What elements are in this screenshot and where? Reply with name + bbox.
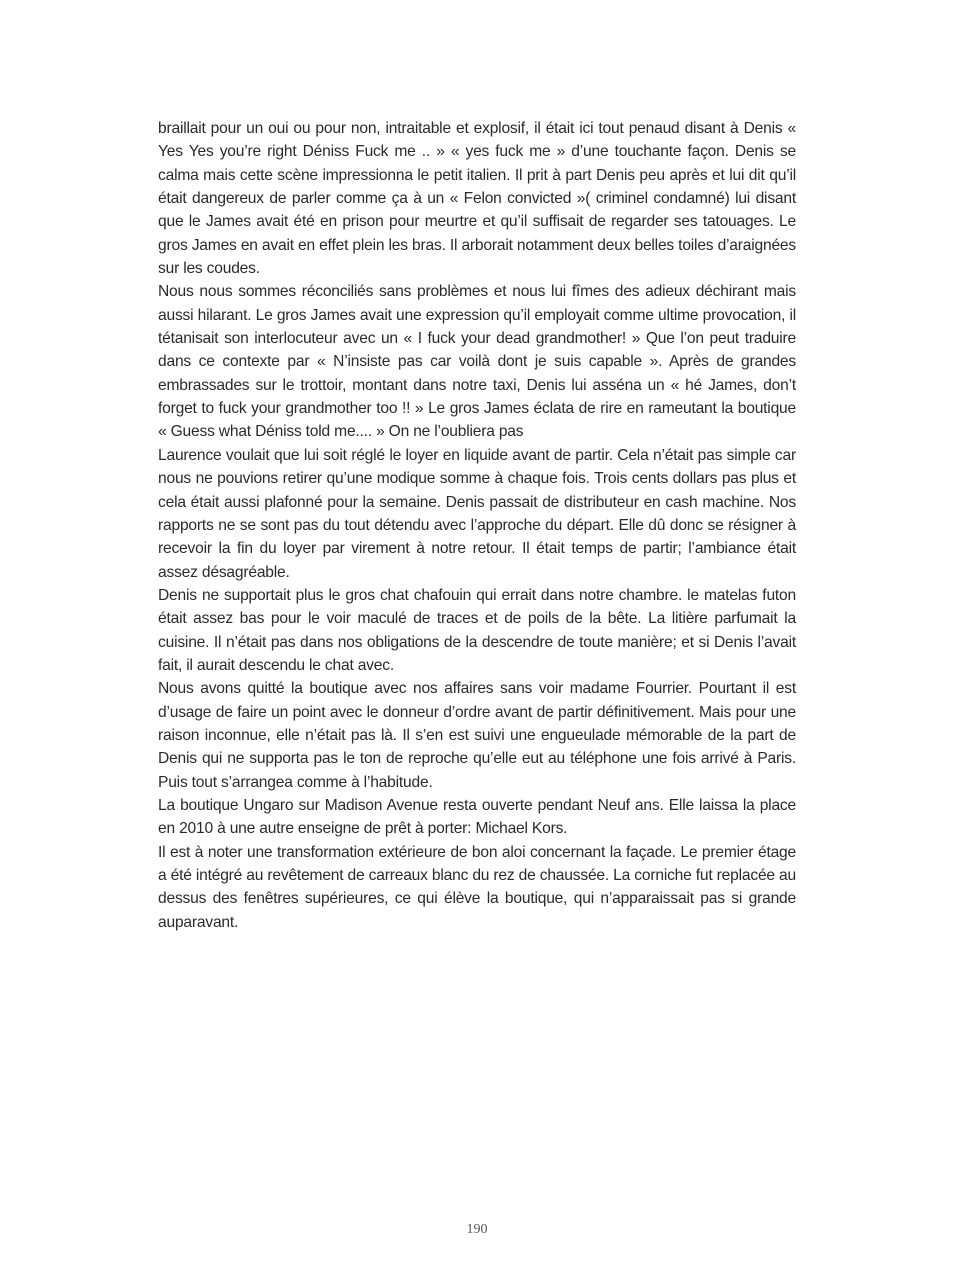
paragraph-4: Denis ne supportait plus le gros chat chafouin qui errait dans notre chambre. le matelas futon était assez bas pour le voir maculé de traces et de poils de la bête. La litière parfumait la cuisine. Il n’était pas dans nos obligations de la descendre de toute manière; et si Denis l’avait fait, il aurait descendu le chat avec. bbox=[158, 586, 796, 674]
paragraph-7: Il est à noter une transformation extérieure de bon aloi concernant la façade. Le premier étage a été intégré au revêtement de carreaux blanc du rez de chaussée. La corniche fut replacée au dessus des fenêtres supérieures, ce qui élève la boutique, qui n’apparaissait pas si grande auparavant. bbox=[158, 843, 796, 931]
body-text bbox=[158, 117, 796, 934]
paragraph-5: Nous avons quitté la boutique avec nos affaires sans voir madame Fourrier. Pourtant il est d’usage de faire un point avec le donneur d’ordre avant de partir définitivement. Mais pour une raison inconnue, elle n’était pas là. Il s’en est suivi une engueulade mémorable de la part de Denis qui ne supporta pas le ton de reproche qu’elle eut au téléphone une fois arrivé à Paris. Puis tout s’arrangea comme à l’habitude. bbox=[158, 680, 796, 791]
paragraph-6: La boutique Ungaro sur Madison Avenue resta ouverte pendant Neuf ans. Elle laissa la place en 2010 à une autre enseigne de prêt à porter: Michael Kors. bbox=[158, 796, 796, 838]
page-number: 190 bbox=[466, 1222, 488, 1237]
paragraph-1: braillait pour un oui ou pour non, intraitable et explosif, il était ici tout penaud disant à Denis « Yes Yes you’re right Déniss Fuck me .. » « yes fuck me » d’une touchante façon. Denis se calma mais cette scène impressionna le petit italien. Il prit à part Denis peu après et lui dit qu’il était dangereux de parler comme ça à un « Felon convicted »( criminel condamné) lui disant que le James avait été en prison pour meurtre et qu’il suffisait de regarder ses tatouages. Le gros James en avait en effet plein les bras. Il arborait notamment deux belles toiles d’araignées sur les coudes. bbox=[158, 120, 796, 278]
paragraph-3: Laurence voulait que lui soit réglé le loyer en liquide avant de partir. Cela n’était pas simple car nous ne pouvions retirer qu’une modique somme à chaque fois. Trois cents dollars pas plus et cela était aussi plafonné pour la semaine. Denis passait de distributeur en cash machine. Nos rapports ne se sont pas du tout détendu avec l’approche du départ. Elle dû donc se résigner à recevoir la fin du loyer par virement à notre retour. Il était temps de partir; l’ambiance était assez désagréable. bbox=[158, 446, 796, 581]
paragraph-2: Nous nous sommes réconciliés sans problèmes et nous lui fîmes des adieux déchirant mais aussi hilarant. Le gros James avait une expression qu’il employait comme ultime provocation, il tétanisait son interlocuteur avec un « I fuck your dead grandmother! » Que l’on peut traduire dans ce contexte par « N’insiste pas car voilà dont je suis capable ». Après de grandes embrassades sur le trottoir, montant dans notre taxi, Denis lui asséna un « hé James, don’t forget to fuck your grandmother too !! » Le gros James éclata de rire en rameutant la boutique « Guess what Déniss told me.... » On ne l’oubliera pas bbox=[158, 283, 796, 441]
